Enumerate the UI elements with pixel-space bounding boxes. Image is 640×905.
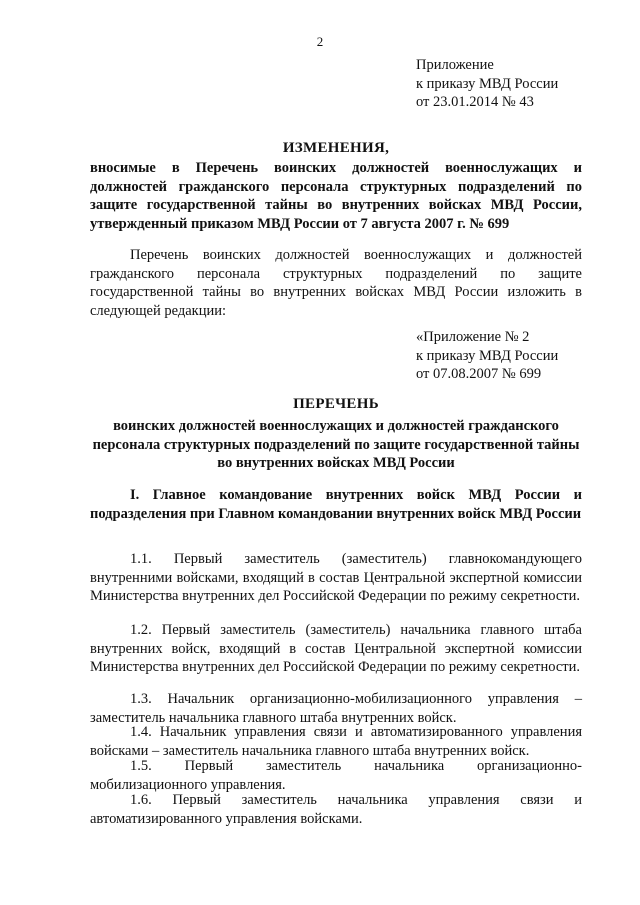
list-title: ПЕРЕЧЕНЬ xyxy=(293,396,379,412)
page-number: 2 xyxy=(316,34,324,49)
appendix-header xyxy=(416,56,558,112)
inner-appendix-line-2: к приказу МВД России xyxy=(416,347,559,364)
list-item-1-5: 1.5. Первый заместитель начальника организационно-мобилизационного управления. xyxy=(90,758,582,793)
list-item-1-2: 1.2. Первый заместитель (заместитель) начальника главного штаба внутренних войск, входящий в состав Центральной экспертной комиссии Министерства внутренних дел Российской Федерации по режиму секретности. xyxy=(90,622,582,675)
inner-appendix-line-1: «Приложение № 2 xyxy=(416,329,530,345)
list-item-1-1: 1.1. Первый заместитель (заместитель) главнокомандующего внутренними войсками, входящий в состав Центральной экспертной комиссии Министерства внутренних дел Российской Федерации по режиму секретности. xyxy=(90,551,582,604)
appendix-line-2: к приказу МВД России xyxy=(416,75,559,92)
inner-appendix-line-3: от 07.08.2007 № 699 xyxy=(416,366,542,382)
intro-paragraph: Перечень воинских должностей военнослужащих и должностей гражданского персонала структурных подразделений по защите государственной тайны во внутренних войсках МВД России изложить в следующей редакции: xyxy=(90,247,582,319)
document-subtitle: вносимые в Перечень воинских должностей военнослужащих и должностей гражданского персонала структурных подразделений по защите государственной тайны во внутренних войсках МВД России, утвержденный приказом МВД России от 7 августа 2007 г. № 699 xyxy=(90,160,582,232)
section-heading: I. Главное командование внутренних войск МВД России и подразделения при Главном командовании внутренних войск МВД России xyxy=(90,487,582,522)
list-subtitle: воинских должностей военнослужащих и должностей гражданского персонала структурных подразделений по защите государственной тайны во внутренних войсках МВД России xyxy=(92,418,580,471)
list-item-1-6: 1.6. Первый заместитель начальника управления связи и автоматизированного управления войсками. xyxy=(90,792,582,827)
appendix-line-1: Приложение xyxy=(416,57,494,73)
list-item-1-4: 1.4. Начальник управления связи и автоматизированного управления войсками – заместитель начальника главного штаба внутренних войск. xyxy=(90,724,582,759)
appendix-line-3: от 23.01.2014 № 43 xyxy=(416,94,534,110)
list-item-1-3: 1.3. Начальник организационно-мобилизационного управления – заместитель начальника главного штаба внутренних войск. xyxy=(90,691,582,726)
document-title: ИЗМЕНЕНИЯ, xyxy=(282,140,390,156)
inner-appendix-header xyxy=(416,328,558,384)
